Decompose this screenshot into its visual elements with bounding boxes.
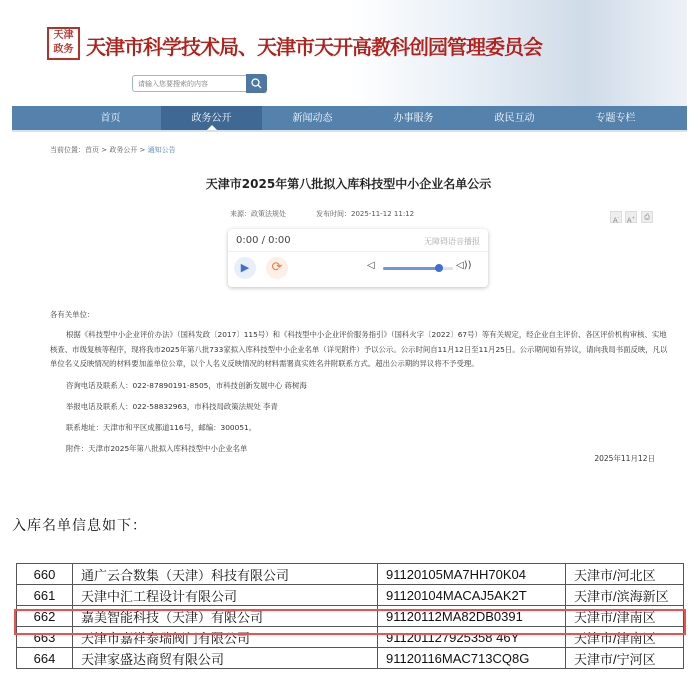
credit-code: 911201127925358 46Y <box>378 627 566 648</box>
volume-slider[interactable] <box>383 267 453 270</box>
article-date: 2025年11月12日 <box>594 454 655 463</box>
nav-gov-affairs[interactable]: 政务公开 <box>161 106 262 130</box>
company-name: 天津市嘉祥泰瑞阀门有限公司 <box>73 627 378 648</box>
player-time: 0:00 / 0:00 <box>236 235 291 246</box>
row-number: 662 <box>17 606 73 627</box>
player-label: 无障碍语音播报 <box>424 237 480 246</box>
report-line: 举报电话及联系人：022-58832963，市科技局政策法规处 李青 <box>66 401 278 411</box>
row-number: 660 <box>17 564 73 585</box>
region: 天津市/滨海新区 <box>566 585 684 606</box>
search-icon <box>251 78 262 89</box>
breadcrumb-sep: > <box>137 146 148 154</box>
nav-topics[interactable]: 专题专栏 <box>595 113 636 124</box>
company-name: 嘉美智能科技（天津）有限公司 <box>73 606 378 627</box>
site-title: 天津市科学技术局、天津市天开高教科创园管理委员会 <box>86 35 542 59</box>
nav-interaction[interactable]: 政民互动 <box>494 113 535 124</box>
article-body <box>50 304 670 459</box>
table-row <box>17 564 684 585</box>
table-row <box>17 648 684 669</box>
attachment-link[interactable]: 附件：天津市2025年第八批拟入库科技型中小企业名单 <box>66 443 248 453</box>
volume-up-icon[interactable]: ◁)) <box>456 260 472 271</box>
breadcrumb-label: 当前位置： <box>50 146 85 154</box>
address-line: 联系地址：天津市和平区成都道116号，邮编：300051。 <box>66 422 257 432</box>
breadcrumb-current[interactable]: 通知公告 <box>147 146 176 154</box>
article-source: 来源：政策法规处 <box>230 210 286 218</box>
volume-down-icon[interactable]: ◁ <box>367 260 375 271</box>
breadcrumb <box>50 145 176 155</box>
divider <box>228 251 488 252</box>
company-name: 天津家盛达商贸有限公司 <box>73 648 378 669</box>
credit-code: 91120105MA7HH70K04 <box>378 564 566 585</box>
volume-fill <box>383 267 439 270</box>
article-meta <box>230 209 444 219</box>
breadcrumb-sep: > <box>99 146 110 154</box>
font-decrease-button[interactable]: A- <box>610 211 622 223</box>
highlight-box <box>14 609 686 635</box>
article-title: 天津市2025年第八批拟入库科技型中小企业名单公示 <box>205 177 492 191</box>
nav-news[interactable]: 新闻动态 <box>292 113 333 124</box>
region: 天津市/宁河区 <box>566 648 684 669</box>
breadcrumb-gov[interactable]: 政务公开 <box>109 146 138 154</box>
font-increase-button[interactable]: A+ <box>625 211 637 223</box>
play-icon[interactable]: ▶ <box>234 257 256 279</box>
nav-home[interactable]: 首页 <box>100 113 121 124</box>
main-nav <box>12 106 687 132</box>
publish-time: 发布时间：2025-11-12 11:12 <box>316 210 415 218</box>
company-name: 通广云合数集（天津）科技有限公司 <box>73 564 378 585</box>
breadcrumb-home[interactable]: 首页 <box>85 146 99 154</box>
volume-knob[interactable] <box>435 264 443 272</box>
search-button[interactable] <box>246 74 267 93</box>
credit-code: 91120112MA82DB0391 <box>378 606 566 627</box>
main-paragraph: 根据《科技型中小企业评价办法》（国科发政〔2017〕115号）和《科技型中小企业评价服务指引》（国科火字〔2022〕67号）等有关规定，经企业自主评价、各区评价机构审核、实地核查、市级复核等程序，现将我市2025年第八批733家拟入库科技型中小企业名单（详见附件）予以公示。公示时间自11月12日至11月25日。公示期间如有异议，请向我局书面反映，凡以单位名义反映情况的材料要加盖单位公章，以个人名义反映情况的材料需署真实姓名并附联系方式。超出公示期的异议将不予受理。 <box>50 330 668 368</box>
region: 天津市/津南区 <box>566 627 684 648</box>
print-icon[interactable]: ⎙ <box>641 211 653 223</box>
nav-services[interactable]: 办事服务 <box>393 113 434 124</box>
audio-player <box>228 229 488 287</box>
greeting: 各有关单位： <box>50 310 95 319</box>
list-heading: 入库名单信息如下： <box>12 518 147 534</box>
row-number: 663 <box>17 627 73 648</box>
company-name: 天津中汇工程设计有限公司 <box>73 585 378 606</box>
table-row <box>17 585 684 606</box>
search-input[interactable]: 请输入您要搜索的内容 <box>132 75 247 92</box>
credit-code: 91120104MACAJ5AK2T <box>378 585 566 606</box>
region: 天津市/津南区 <box>566 606 684 627</box>
contact-line: 咨询电话及联系人：022-87890191-8505，市科技创新发展中心 蒋树海 <box>66 380 307 390</box>
row-number: 664 <box>17 648 73 669</box>
site-logo[interactable]: 天津 政务 <box>47 27 80 60</box>
credit-code: 91120116MAC713CQ8G <box>378 648 566 669</box>
region: 天津市/河北区 <box>566 564 684 585</box>
row-number: 661 <box>17 585 73 606</box>
replay-icon[interactable]: ⟳ <box>266 257 288 279</box>
